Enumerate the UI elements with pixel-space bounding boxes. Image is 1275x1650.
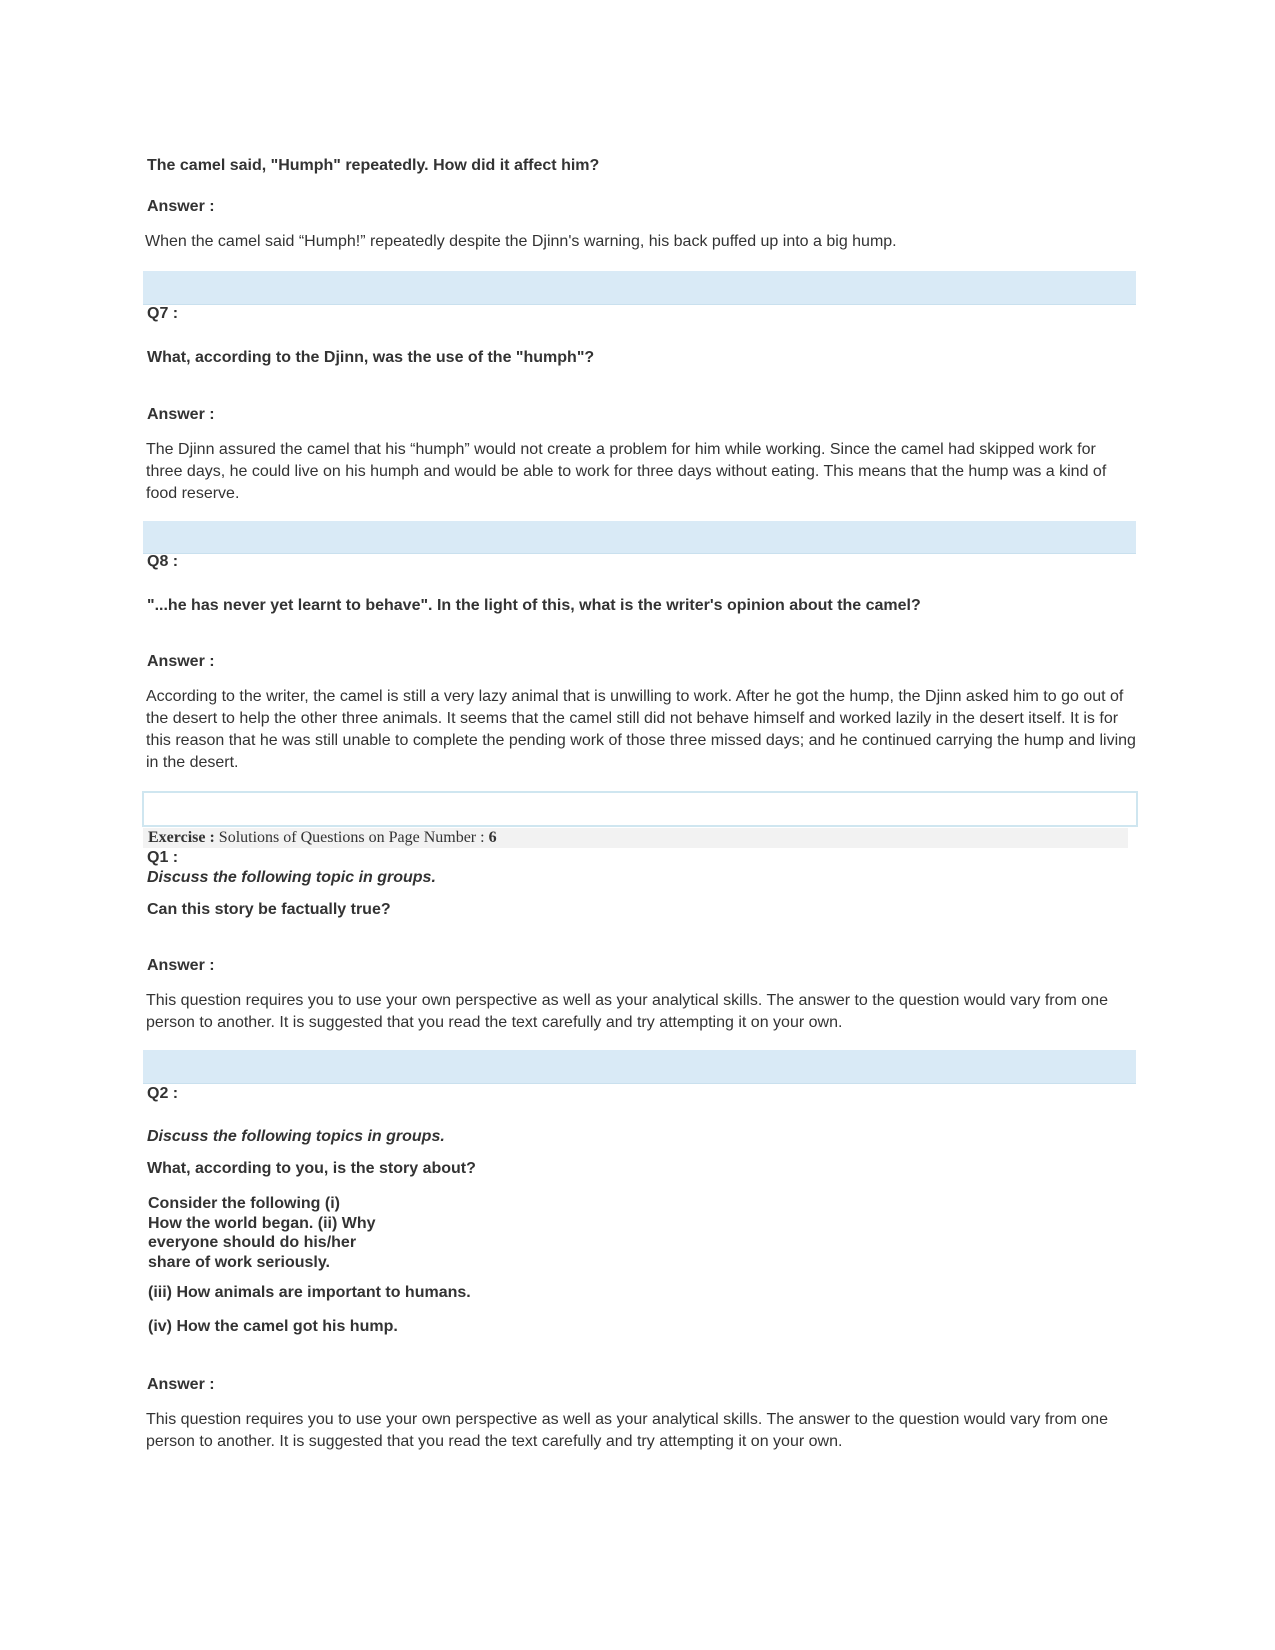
- q6-answer-label: Answer :: [147, 198, 215, 215]
- exercise-page-number: 6: [488, 829, 497, 846]
- section-divider-band: [143, 1050, 1136, 1084]
- q8-number: Q8 :: [147, 553, 179, 570]
- ex-q2-answer-label: Answer :: [147, 1376, 215, 1393]
- section-divider-band: [143, 271, 1136, 305]
- consider-line: share of work seriously.: [148, 1253, 330, 1271]
- q7-number: Q7 :: [147, 305, 179, 322]
- section-divider-outline: [142, 791, 1138, 827]
- ex-q1-instruction: Discuss the following topic in groups.: [147, 869, 436, 886]
- q7-question: What, according to the Djinn, was the use of the "humph"?: [147, 349, 595, 366]
- ex-q1-answer-label: Answer :: [147, 957, 215, 974]
- q8-answer-label: Answer :: [147, 653, 215, 670]
- exercise-label: Exercise :: [148, 829, 215, 846]
- exercise-header: [143, 828, 1128, 848]
- ex-q2-answer: This question requires you to use your own perspective as well as your analytical skills. The answer to the question would vary from one person to another. It is suggested that you read the text carefully and try attempting it on your own.: [146, 1411, 1108, 1450]
- ex-q1-answer: This question requires you to use your own perspective as well as your analytical skills. The answer to the question would vary from one person to another. It is suggested that you read the text carefully and try attempting it on your own.: [146, 992, 1108, 1031]
- q6-answer: When the camel said “Humph!” repeatedly despite the Djinn's warning, his back puffed up into a big hump.: [145, 233, 897, 250]
- q6-question: The camel said, "Humph" repeatedly. How did it affect him?: [147, 157, 600, 174]
- ex-q1-number: Q1 :: [147, 849, 179, 866]
- ex-q2-option-iii: (iii) How animals are important to humans.: [148, 1284, 471, 1301]
- ex-q2-option-iv: (iv) How the camel got his hump.: [148, 1318, 398, 1335]
- q7-answer-label: Answer :: [147, 406, 215, 423]
- ex-q1-question: Can this story be factually true?: [147, 901, 391, 918]
- q8-question: "...he has never yet learnt to behave". In the light of this, what is the writer's opinion about the camel?: [147, 597, 921, 614]
- consider-line: How the world began. (ii) Why: [148, 1214, 376, 1232]
- exercise-text: Solutions of Questions on Page Number :: [218, 829, 485, 846]
- section-divider-band: [143, 521, 1136, 554]
- ex-q2-consider-block: [148, 1194, 376, 1272]
- q7-answer: The Djinn assured the camel that his “humph” would not create a problem for him while working. Since the camel had skipped work for three days, he could live on his humph and would be able to work for three days without eating. This means that the hump was a kind of food reserve.: [146, 441, 1107, 502]
- consider-line: Consider the following (i): [148, 1195, 340, 1212]
- consider-line: everyone should do his/her: [148, 1234, 357, 1251]
- ex-q2-question: What, according to you, is the story about?: [147, 1160, 476, 1177]
- ex-q2-number: Q2 :: [147, 1085, 179, 1102]
- q8-answer: According to the writer, the camel is still a very lazy animal that is unwilling to work. After he got the hump, the Djinn asked him to go out of the desert to help the other three animals. It seems that the camel still did not behave himself and worked lazily in the desert itself. It is for this reason that he was still unable to complete the pending work of those three missed days; and he continued carrying the hump and living in the desert.: [146, 688, 1136, 771]
- ex-q2-instruction: Discuss the following topics in groups.: [147, 1128, 445, 1145]
